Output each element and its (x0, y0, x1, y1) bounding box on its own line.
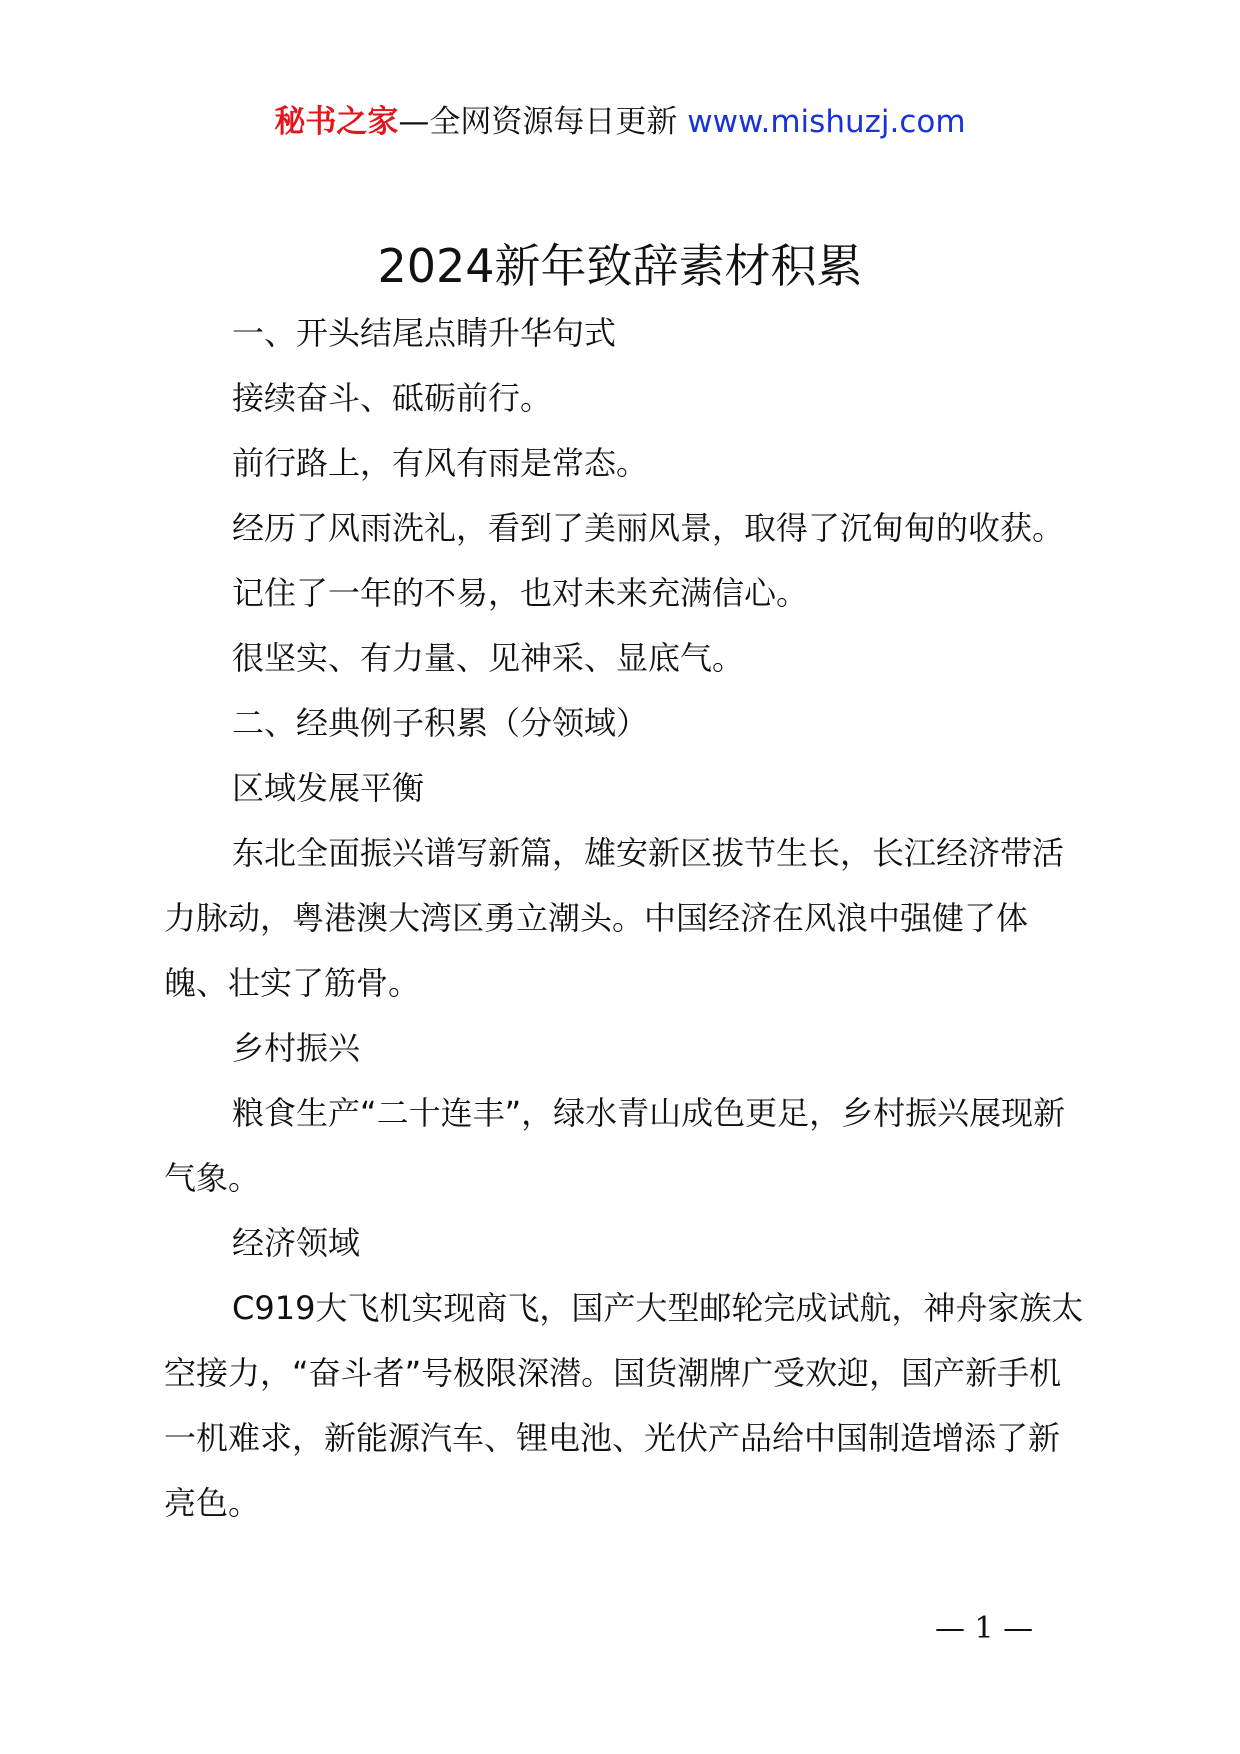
site-header-banner (0, 100, 1240, 144)
paragraph: 东北全面振兴谱写新篇，雄安新区拔节生长，长江经济带活力脉动，粤港澳大湾区勇立潮头。中国经济在风浪中强健了体魄、壮实了筋骨。 (164, 834, 1065, 1002)
paragraph: 经历了风雨洗礼，看到了美丽风景，取得了沉甸甸的收获。 (232, 509, 1065, 547)
paragraph: 粮食生产“二十连丰”，绿水青山成色更足，乡村振兴展现新气象。 (164, 1094, 1066, 1197)
page-number: — 1 — (935, 1611, 1034, 1646)
document-title: 2024新年致辞素材积累 (377, 239, 863, 293)
subheading-economy: 经济领域 (232, 1224, 361, 1262)
subheading-regional-development: 区域发展平衡 (232, 769, 425, 807)
paragraph: 很坚实、有力量、见神采、显底气。 (232, 639, 745, 677)
header-tagline: —全网资源每日更新 (398, 104, 678, 140)
paragraph: 接续奋斗、砥砺前行。 (232, 379, 553, 417)
document-body (164, 301, 1084, 1536)
paragraph: 记住了一年的不易，也对未来充满信心。 (232, 574, 809, 612)
subheading-rural-revitalization: 乡村振兴 (232, 1029, 361, 1067)
site-url-link[interactable]: www.mishuzj.com (687, 104, 966, 140)
paragraph: C919大飞机实现商飞，国产大型邮轮完成试航，神舟家族太空接力，“奋斗者”号极限深潜。国货潮牌广受欢迎，国产新手机一机难求，新能源汽车、锂电池、光伏产品给中国制造增添了新亮色。 (164, 1289, 1084, 1522)
section-heading-1: 一、开头结尾点睛升华句式 (232, 314, 617, 352)
paragraph: 前行路上，有风有雨是常态。 (232, 444, 649, 482)
brand-name: 秘书之家 (274, 104, 399, 140)
section-heading-2: 二、经典例子积累（分领域） (232, 704, 649, 742)
